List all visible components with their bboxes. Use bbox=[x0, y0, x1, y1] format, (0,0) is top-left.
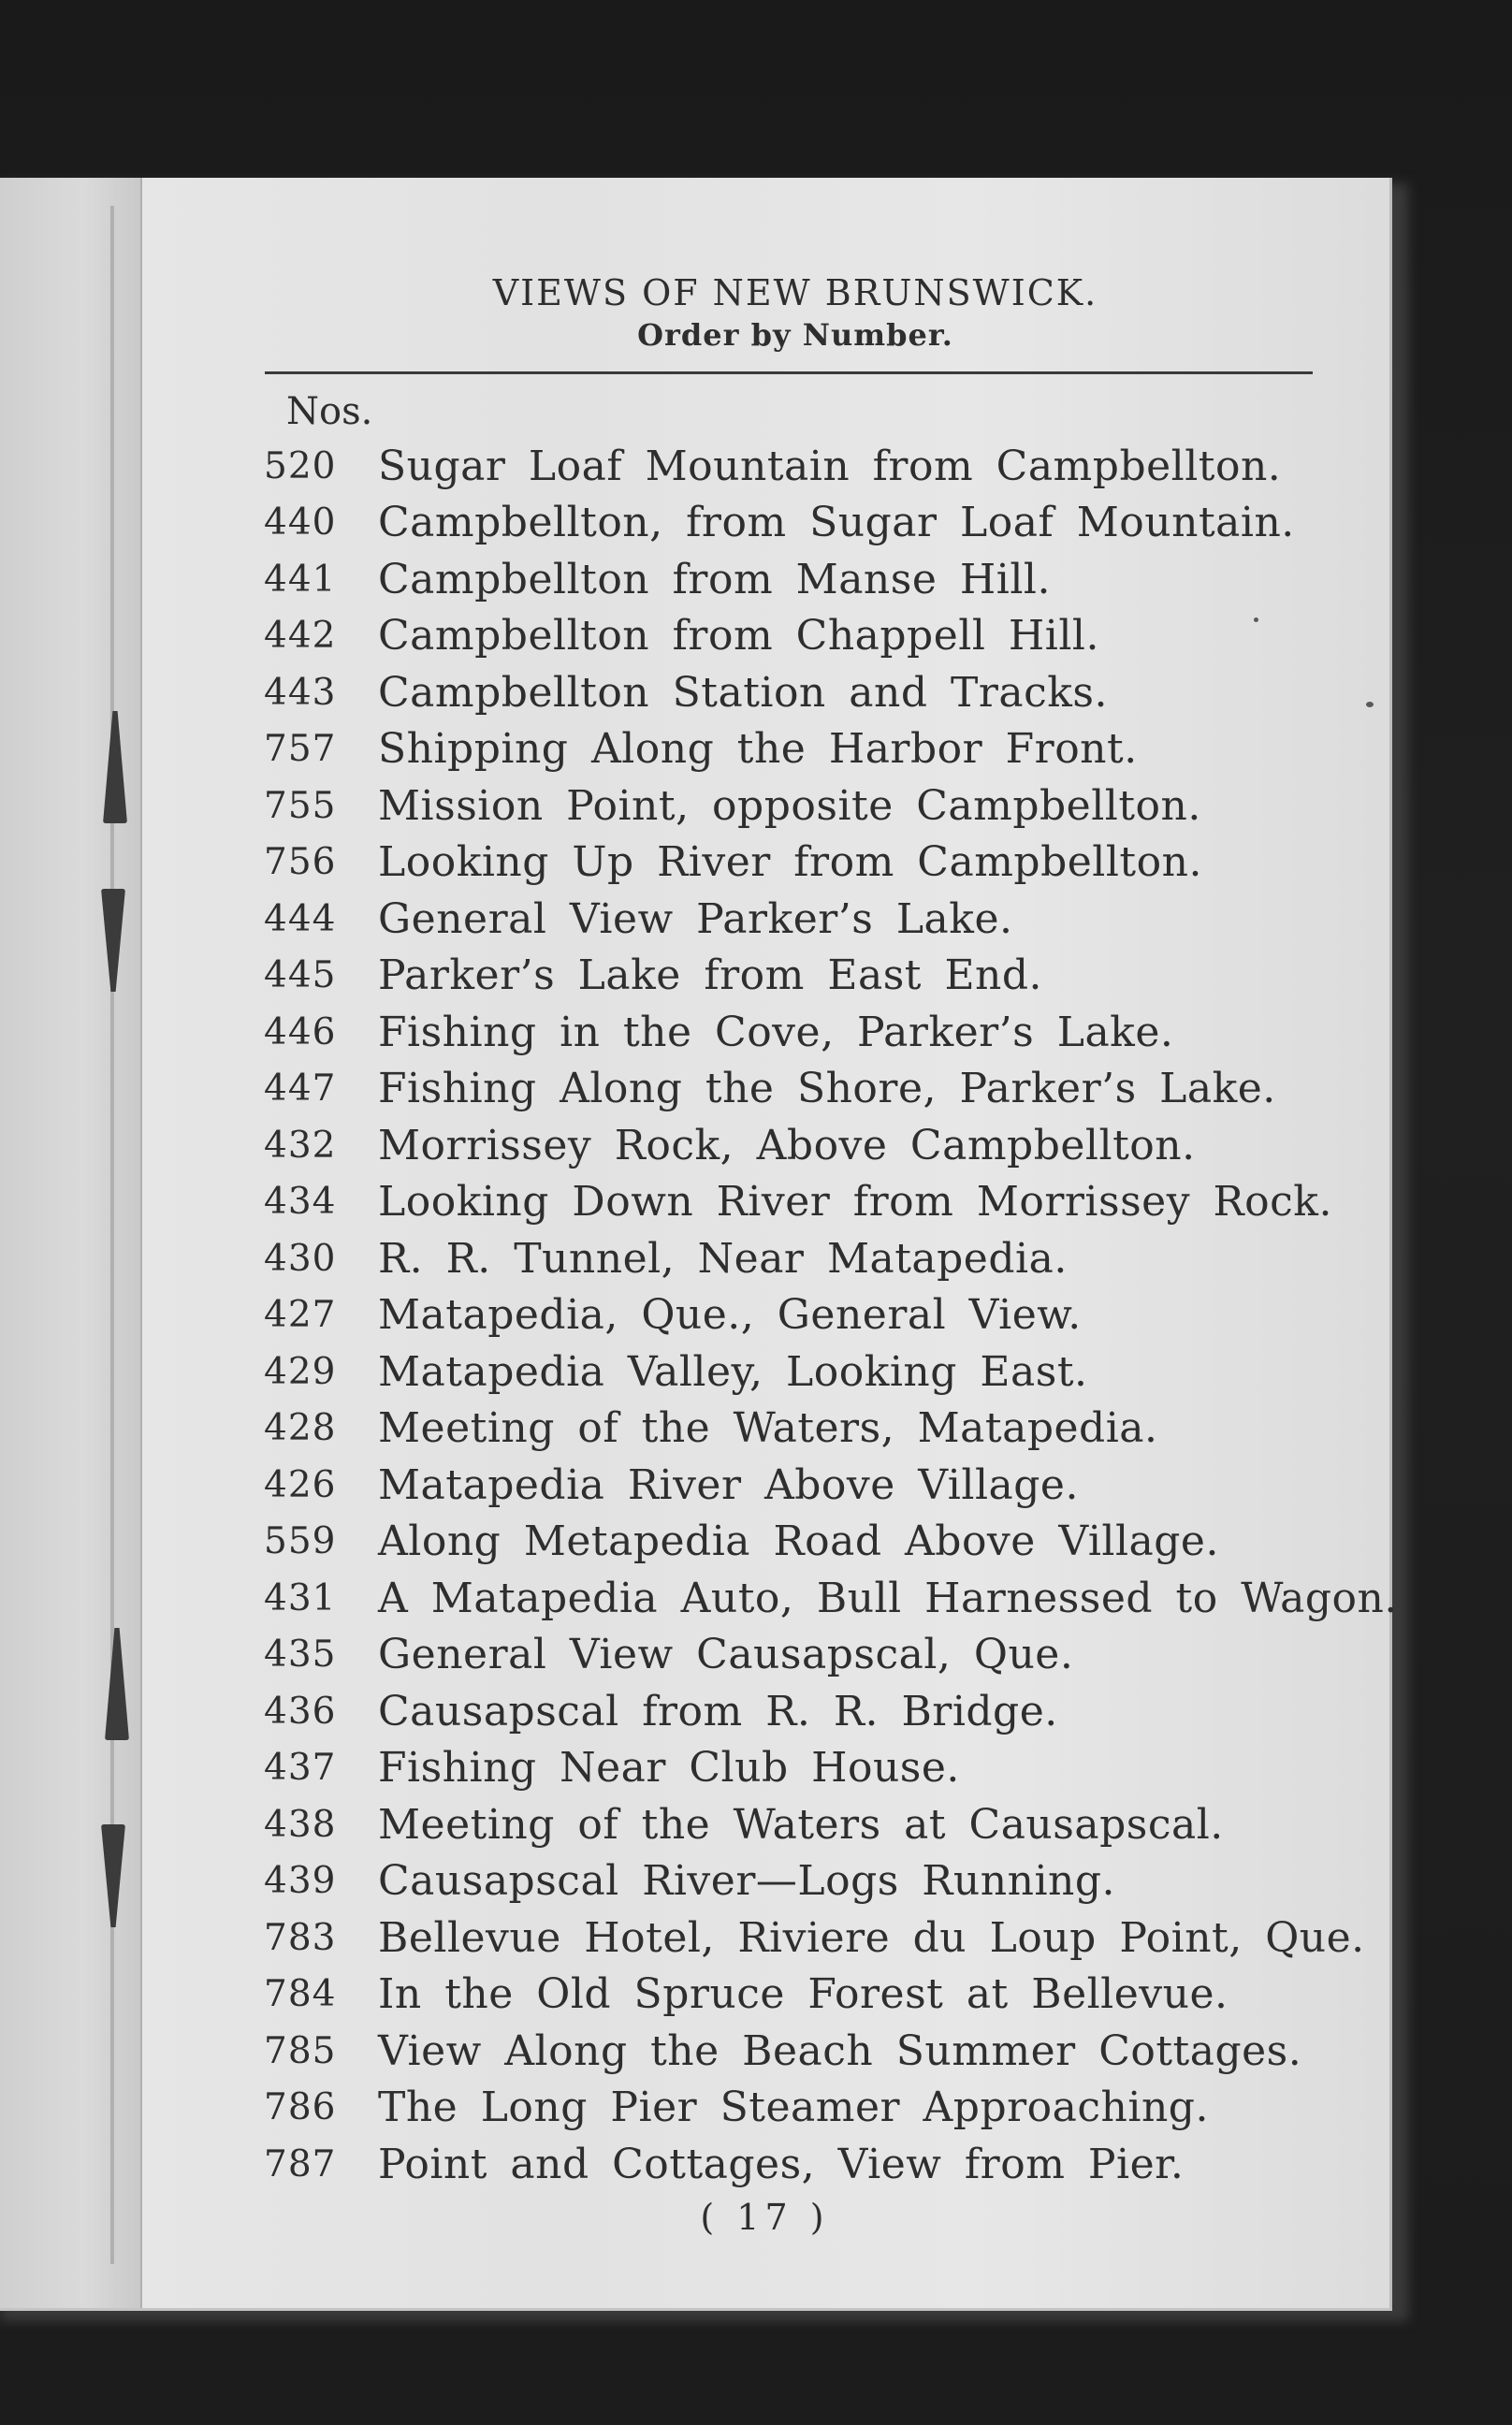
view-title: Point and Cottages, View from Pier. bbox=[378, 2140, 1185, 2188]
list-item bbox=[264, 777, 1368, 835]
facing-page-edge bbox=[0, 178, 142, 2308]
list-item bbox=[264, 1343, 1368, 1401]
list-item bbox=[264, 1740, 1368, 1797]
view-title: Morrissey Rock, Above Campbellton. bbox=[378, 1121, 1196, 1169]
view-title: Campbellton, from Sugar Loaf Mountain. bbox=[378, 499, 1295, 547]
view-number: 435 bbox=[264, 1634, 337, 1677]
list-item bbox=[264, 1401, 1368, 1458]
list-item bbox=[264, 1627, 1368, 1684]
paper-speck bbox=[1366, 702, 1374, 707]
list-item bbox=[264, 664, 1368, 721]
view-title: Looking Up River from Campbellton. bbox=[378, 838, 1202, 887]
view-number: 441 bbox=[264, 558, 337, 601]
view-number: 787 bbox=[264, 2142, 337, 2185]
view-title: General View Causapscal, Que. bbox=[378, 1631, 1074, 1679]
list-item bbox=[264, 495, 1368, 552]
header-rule bbox=[265, 371, 1313, 374]
view-number: 432 bbox=[264, 1124, 337, 1167]
view-number: 436 bbox=[264, 1690, 337, 1733]
view-number: 430 bbox=[264, 1237, 337, 1280]
view-title: General View Parker’s Lake. bbox=[378, 894, 1013, 943]
view-number: 755 bbox=[264, 784, 337, 827]
view-number: 434 bbox=[264, 1181, 337, 1224]
list-item bbox=[264, 891, 1368, 948]
view-number: 426 bbox=[264, 1463, 337, 1506]
list-item bbox=[264, 721, 1368, 778]
list-item bbox=[264, 1570, 1398, 1627]
view-number: 437 bbox=[264, 1747, 337, 1790]
list-item bbox=[264, 1683, 1368, 1740]
view-title: Bellevue Hotel, Riviere du Loup Point, Que. bbox=[378, 1913, 1365, 1962]
view-title: Fishing Along the Shore, Parker’s Lake. bbox=[378, 1065, 1276, 1113]
view-number: 786 bbox=[264, 2086, 337, 2129]
view-title: Along Metapedia Road Above Village. bbox=[378, 1517, 1219, 1566]
view-title: Causapscal from R. R. Bridge. bbox=[378, 1687, 1058, 1735]
page-title: VIEWS OF NEW BRUNSWICK. bbox=[492, 272, 1098, 313]
view-number: 431 bbox=[264, 1576, 337, 1619]
book-page bbox=[0, 178, 1398, 2311]
view-number: 427 bbox=[264, 1294, 337, 1337]
list-item bbox=[264, 2136, 1368, 2193]
view-number: 520 bbox=[264, 444, 337, 487]
view-title: Fishing Near Club House. bbox=[378, 1744, 960, 1793]
list-item bbox=[264, 1910, 1368, 1967]
view-number: 784 bbox=[264, 1973, 337, 2016]
view-number: 438 bbox=[264, 1803, 337, 1846]
view-title: Sugar Loaf Mountain from Campbellton. bbox=[378, 442, 1282, 490]
list-item bbox=[264, 1457, 1368, 1514]
view-number: 446 bbox=[264, 1010, 337, 1053]
list-item bbox=[264, 1514, 1368, 1571]
list-item bbox=[264, 1061, 1368, 1118]
view-title: R. R. Tunnel, Near Matapedia. bbox=[378, 1234, 1068, 1283]
list-item bbox=[264, 1230, 1368, 1287]
view-number: 439 bbox=[264, 1860, 337, 1903]
list-item bbox=[264, 608, 1368, 665]
view-title: Matapedia Valley, Looking East. bbox=[378, 1347, 1088, 1396]
view-title: Causapscal River—Logs Running. bbox=[378, 1857, 1116, 1906]
view-title: Matapedia River Above Village. bbox=[378, 1460, 1079, 1509]
view-number: 440 bbox=[264, 501, 337, 545]
view-title: In the Old Spruce Forest at Bellevue. bbox=[378, 1970, 1228, 2019]
view-number: 447 bbox=[264, 1067, 337, 1111]
view-title: Meeting of the Waters at Causapscal. bbox=[378, 1800, 1224, 1849]
view-title: Matapedia, Que., General View. bbox=[378, 1291, 1082, 1340]
view-number: 442 bbox=[264, 615, 337, 658]
view-title: Looking Down River from Morrissey Rock. bbox=[378, 1178, 1332, 1227]
view-number: 428 bbox=[264, 1407, 337, 1450]
view-title: Campbellton from Chappell Hill. bbox=[378, 612, 1099, 661]
view-number: 757 bbox=[264, 728, 337, 771]
view-list bbox=[264, 438, 1398, 2193]
view-title: Parker’s Lake from East End. bbox=[378, 951, 1043, 1000]
list-item bbox=[264, 1117, 1368, 1174]
list-item bbox=[264, 835, 1368, 892]
list-item bbox=[264, 1287, 1368, 1344]
page-number: ( 17 ) bbox=[700, 2197, 830, 2238]
view-title: View Along the Beach Summer Cottages. bbox=[378, 2026, 1302, 2075]
list-item bbox=[264, 1967, 1368, 2024]
view-title: Campbellton Station and Tracks. bbox=[378, 668, 1108, 717]
binding-gutter bbox=[110, 206, 114, 2264]
view-title: A Matapedia Auto, Bull Harnessed to Wagon. bbox=[378, 1574, 1398, 1622]
page-subtitle: Order by Number. bbox=[637, 317, 953, 353]
list-item bbox=[264, 1004, 1368, 1061]
list-item bbox=[264, 2023, 1368, 2080]
view-number: 756 bbox=[264, 841, 337, 884]
view-number: 445 bbox=[264, 954, 337, 997]
list-item bbox=[264, 438, 1368, 495]
column-label: Nos. bbox=[286, 390, 373, 433]
view-number: 559 bbox=[264, 1520, 337, 1563]
view-number: 785 bbox=[264, 2029, 337, 2072]
view-title: Fishing in the Cove, Parker’s Lake. bbox=[378, 1008, 1174, 1056]
view-number: 444 bbox=[264, 897, 337, 940]
list-item bbox=[264, 948, 1368, 1005]
list-item bbox=[264, 1174, 1368, 1231]
view-title: The Long Pier Steamer Approaching. bbox=[378, 2084, 1209, 2132]
list-item bbox=[264, 1853, 1368, 1910]
view-title: Shipping Along the Harbor Front. bbox=[378, 725, 1138, 774]
list-item bbox=[264, 2080, 1368, 2137]
list-item bbox=[264, 551, 1368, 608]
view-number: 443 bbox=[264, 671, 337, 714]
view-title: Meeting of the Waters, Matapedia. bbox=[378, 1404, 1158, 1453]
view-number: 783 bbox=[264, 1916, 337, 1959]
page-header bbox=[262, 271, 1329, 356]
view-number: 429 bbox=[264, 1350, 337, 1393]
paper-speck bbox=[1254, 617, 1258, 622]
list-item bbox=[264, 1796, 1368, 1853]
view-title: Mission Point, opposite Campbellton. bbox=[378, 781, 1201, 830]
view-title: Campbellton from Manse Hill. bbox=[378, 555, 1051, 603]
